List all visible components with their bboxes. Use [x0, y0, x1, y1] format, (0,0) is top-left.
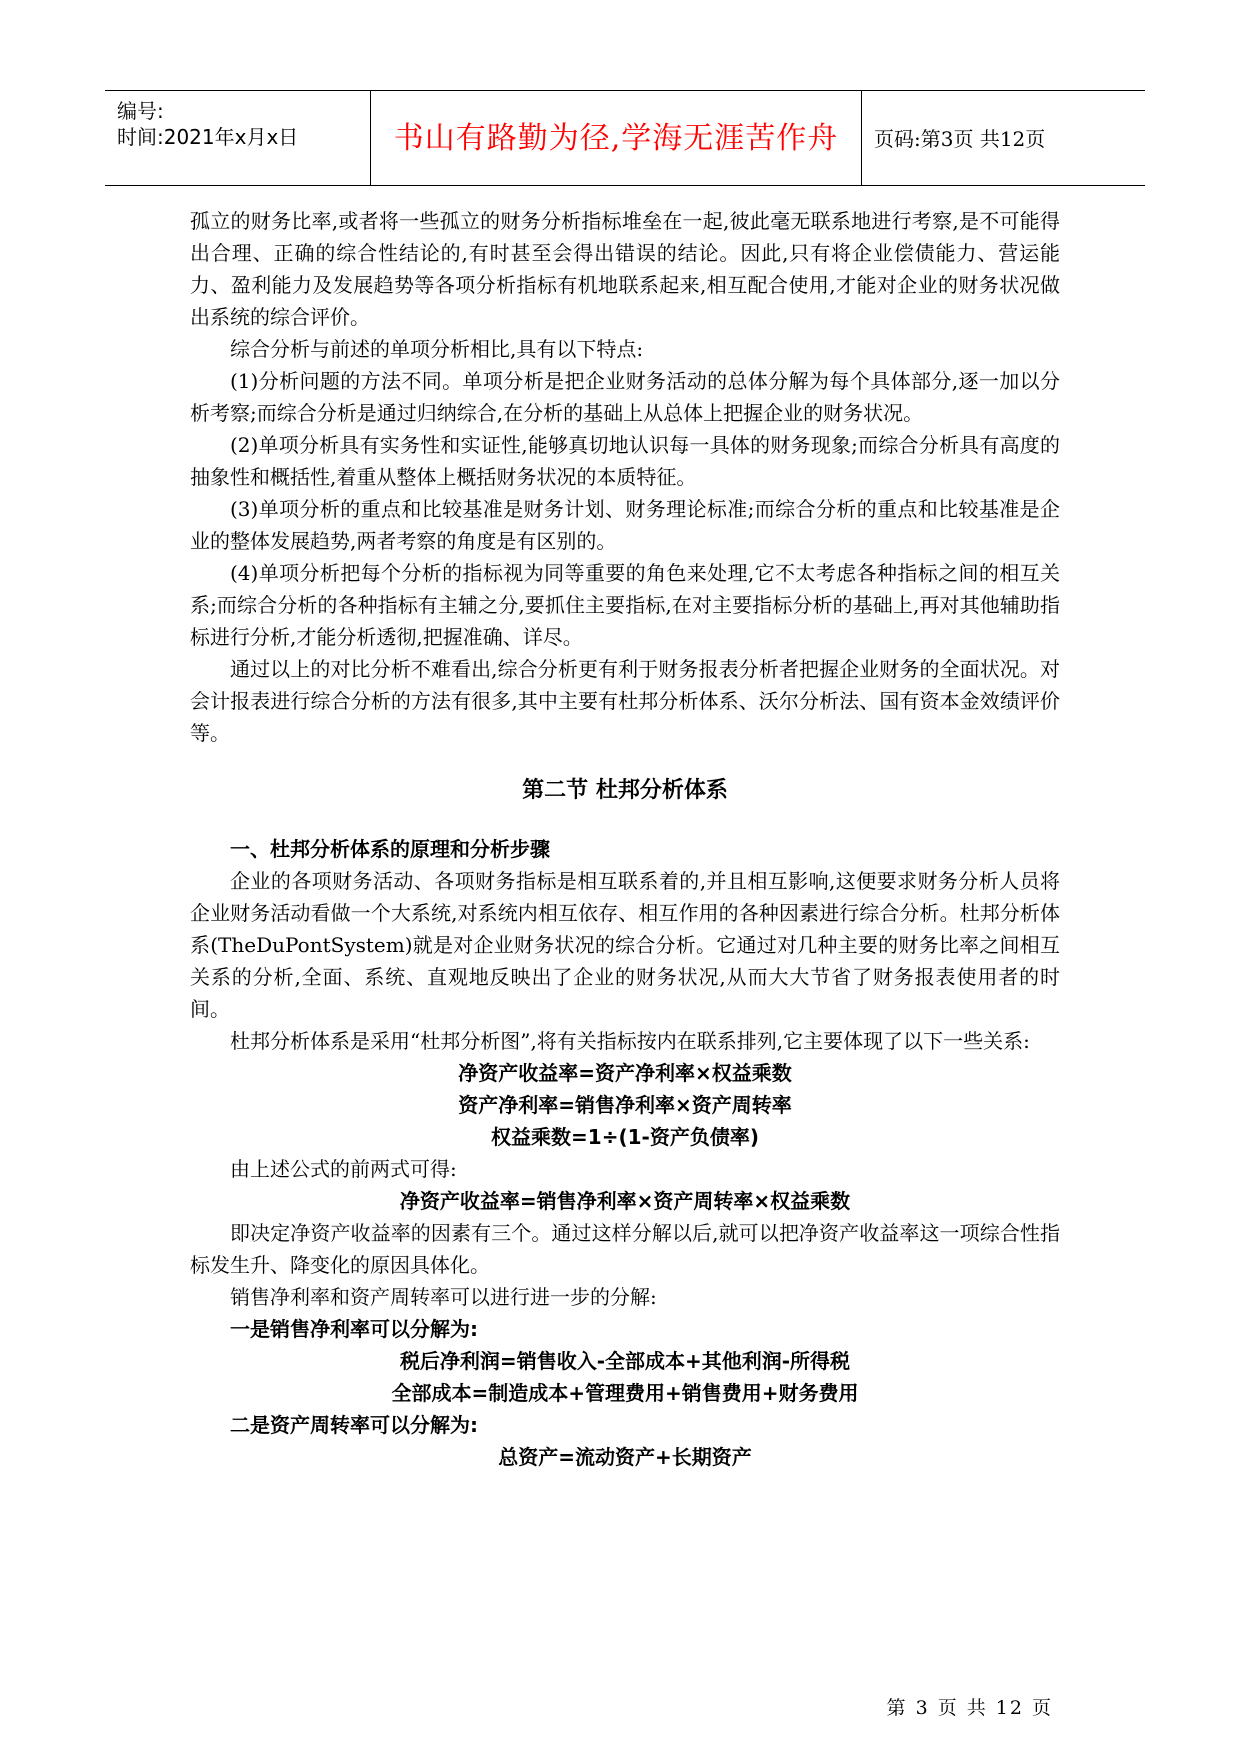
header-right-cell [862, 91, 1145, 185]
paragraph-point-2: (2)单项分析具有实务性和实证性,能够真切地认识每一具体的财务现象;而综合分析具有高度的抽象性和概括性,着重从整体上概括财务状况的本质特征。 [190, 433, 1060, 489]
formula-5: 税后净利润=销售收入-全部成本+其他利润-所得税 [399, 1349, 851, 1373]
formula-2: 资产净利率=销售净利率×资产周转率 [458, 1093, 792, 1117]
subheading-1: 一、杜邦分析体系的原理和分析步骤 [230, 837, 550, 861]
header-left-cell [105, 91, 371, 185]
page-code: 页码:第3页 共12页 [874, 127, 1046, 151]
number-label: 编号: [117, 99, 164, 123]
paragraph-point-1: (1)分析问题的方法不同。单项分析是把企业财务活动的总体分解为每个具体部分,逐一加以分析考察;而综合分析是通过归纳综合,在分析的基础上从总体上把握企业的财务状况。 [190, 369, 1060, 425]
paragraph-point-4: (4)单项分析把每个分析的指标视为同等重要的角色来处理,它不太考虑各种指标之间的相互关系;而综合分析的各种指标有主辅之分,要抓住主要指标,在对主要指标分析的基础上,再对其他辅助指标进行分析,才能分析透彻,把握准确、详尽。 [190, 561, 1060, 649]
paragraph-dupont-chart: 杜邦分析体系是采用“杜邦分析图”,将有关指标按内在联系排列,它主要体现了以下一些关系: [230, 1029, 1030, 1053]
paragraph-summary: 通过以上的对比分析不难看出,综合分析更有利于财务报表分析者把握企业财务的全面状况。对会计报表进行综合分析的方法有很多,其中主要有杜邦分析体系、沃尔分析法、国有资本金效绩评价等。 [190, 657, 1060, 745]
time-label: 时间:2021年x月x日 [117, 125, 299, 149]
paragraph-decompose: 销售净利率和资产周转率可以进行进一步的分解: [230, 1285, 657, 1309]
subheading-3: 二是资产周转率可以分解为: [230, 1413, 478, 1437]
paragraph-point-3: (3)单项分析的重点和比较基准是财务计划、财务理论标准;而综合分析的重点和比较基准是企业的整体发展趋势,两者考察的角度是有区别的。 [190, 497, 1060, 553]
formula-6: 全部成本=制造成本+管理费用+销售费用+财务费用 [391, 1381, 859, 1405]
header-motto-cell [371, 91, 862, 185]
subheading-2: 一是销售净利率可以分解为: [230, 1317, 478, 1341]
paragraph-2: 综合分析与前述的单项分析相比,具有以下特点: [230, 337, 644, 361]
formula-4: 净资产收益率=销售净利率×资产周转率×权益乘数 [399, 1189, 851, 1213]
footer-page-number: 第 3 页 共 12 页 [886, 1697, 1053, 1719]
paragraph-1: 孤立的财务比率,或者将一些孤立的财务分析指标堆垒在一起,彼此毫无联系地进行考察,是不可能得出合理、正确的综合性结论的,有时甚至会得出错误的结论。因此,只有将企业偿债能力、营运能力、盈利能力及发展趋势等各项分析指标有机地联系起来,相互配合使用,才能对企业的财务状况做出系统的综合评价。 [190, 209, 1060, 329]
section-title: 第二节 杜邦分析体系 [522, 778, 728, 803]
formula-3: 权益乘数=1÷(1-资产负债率) [491, 1125, 759, 1149]
document-body [190, 205, 1060, 1473]
motto-text: 书山有路勤为径,学海无涯苦作舟 [393, 121, 839, 156]
formula-7: 总资产=流动资产+长期资产 [498, 1445, 752, 1469]
formula-1: 净资产收益率=资产净利率×权益乘数 [458, 1061, 792, 1085]
paragraph-derive: 由上述公式的前两式可得: [230, 1157, 457, 1181]
paragraph-factors: 即决定净资产收益率的因素有三个。通过这样分解以后,就可以把净资产收益率这一项综合性指标发生升、降变化的原因具体化。 [190, 1221, 1060, 1277]
page-header [105, 90, 1145, 186]
paragraph-dupont-intro: 企业的各项财务活动、各项财务指标是相互联系着的,并且相互影响,这便要求财务分析人员将企业财务活动看做一个大系统,对系统内相互依存、相互作用的各种因素进行综合分析。杜邦分析体系(TheDuPontSystem)就是对企业财务状况的综合分析。它通过对几种主要的财务比率之间相互关系的分析,全面、系统、直观地反映出了企业的财务状况,从而大大节省了财务报表使用者的时间。 [190, 869, 1060, 1021]
